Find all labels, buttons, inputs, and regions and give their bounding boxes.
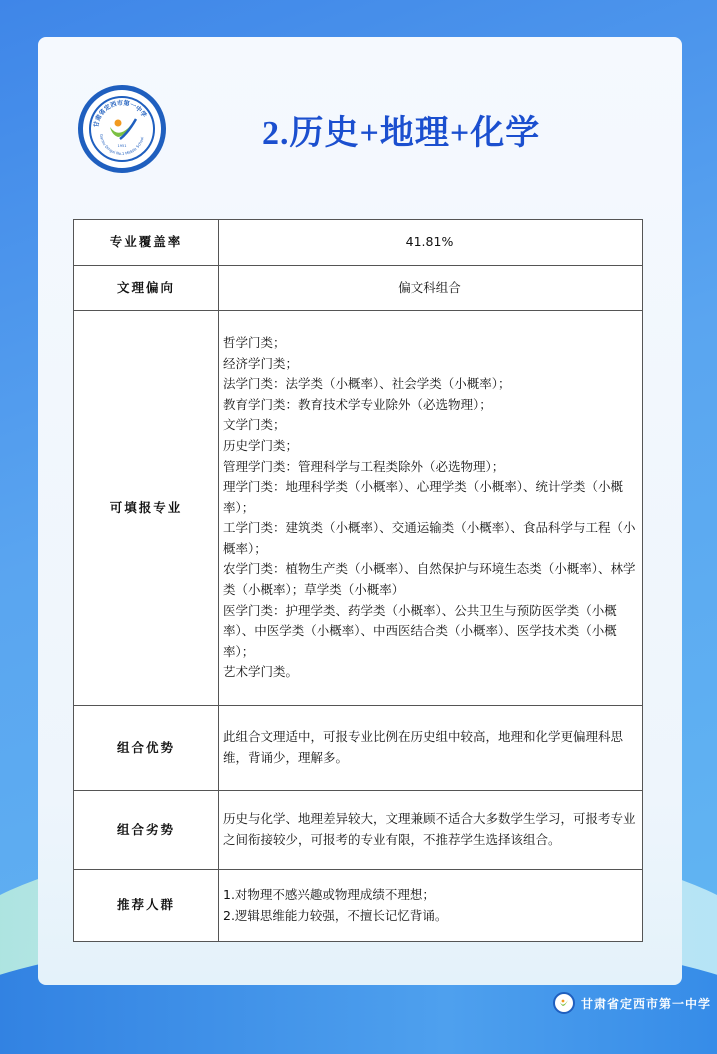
list-item: 经济学门类； [223, 355, 299, 371]
table-row [74, 220, 643, 266]
table-row [74, 311, 643, 706]
school-logo [78, 85, 166, 173]
row-label: 推荐人群 [74, 870, 219, 942]
list-item: 艺术学门类。 [223, 664, 299, 680]
row-label: 专业覆盖率 [74, 220, 219, 266]
footer [553, 992, 711, 1014]
advantage-text: 此组合文理适中，可报专业比例在历史组中较高，地理和化学更偏理科思维，背诵少，理解多。 [219, 706, 643, 791]
coverage-value: 41.81% [219, 220, 643, 266]
list-item: 历史学门类； [223, 437, 299, 453]
list-item: 2.逻辑思维能力较强，不擅长记忆背诵。 [223, 907, 448, 923]
recommended-group [219, 870, 643, 942]
info-table [73, 219, 643, 942]
logo-school-en: Gansu Dingxi No.1 Middle School [98, 133, 145, 157]
header [78, 85, 540, 173]
table-row [74, 266, 643, 311]
table-row [74, 791, 643, 870]
list-item: 农学门类：植物生产类（小概率）、自然保护与环境生态类（小概率）、林学类（小概率）；草学类（小概率） [223, 561, 636, 598]
footer-school-name: 甘肃省定西市第一中学 [580, 996, 711, 1011]
list-item: 教育学门类：教育技术学专业除外（必选物理）； [223, 396, 492, 412]
table-row [74, 870, 643, 942]
list-item: 哲学门类； [223, 334, 286, 350]
list-item: 管理学门类：管理科学与工程类除外（必选物理）； [223, 458, 505, 474]
row-label: 组合优势 [74, 706, 219, 791]
page-title: 2.历史+地理+化学 [262, 114, 541, 152]
disadvantage-text: 历史与化学、地理差异较大，文理兼顾不适合大多数学生学习，可报考专业之间衔接较少，可报考的专业有限，不推荐学生选择该组合。 [219, 791, 643, 870]
row-label: 可填报专业 [74, 311, 219, 706]
orientation-value: 偏文科组合 [219, 266, 643, 311]
list-item: 文学门类； [223, 417, 286, 433]
list-item: 理学门类：地理科学类（小概率）、心理学类（小概率）、统计学类（小概率）； [223, 479, 624, 515]
row-label: 文理偏向 [74, 266, 219, 311]
logo-school-name: 甘肃省定西市第一中学 [92, 99, 148, 128]
major-list [219, 311, 643, 706]
footer-logo-icon [553, 992, 575, 1014]
list-item: 1.对物理不感兴趣或物理成绩不理想； [223, 886, 435, 902]
list-item: 医学门类：护理学类、药学类（小概率）、公共卫生与预防医学类（小概率）、中医学类（小概率）、中西医结合类（小概率）、医学技术类（小概率）； [223, 602, 617, 659]
list-item: 法学门类：法学类（小概率）、社会学类（小概率）； [223, 376, 511, 392]
list-item: 工学门类：建筑类（小概率）、交通运输类（小概率）、食品科学与工程（小概率）； [223, 520, 636, 556]
table-row [74, 706, 643, 791]
school-emblem-icon [90, 97, 154, 161]
logo-year: 1951 [117, 144, 127, 148]
content-card [38, 37, 682, 985]
row-label: 组合劣势 [74, 791, 219, 870]
